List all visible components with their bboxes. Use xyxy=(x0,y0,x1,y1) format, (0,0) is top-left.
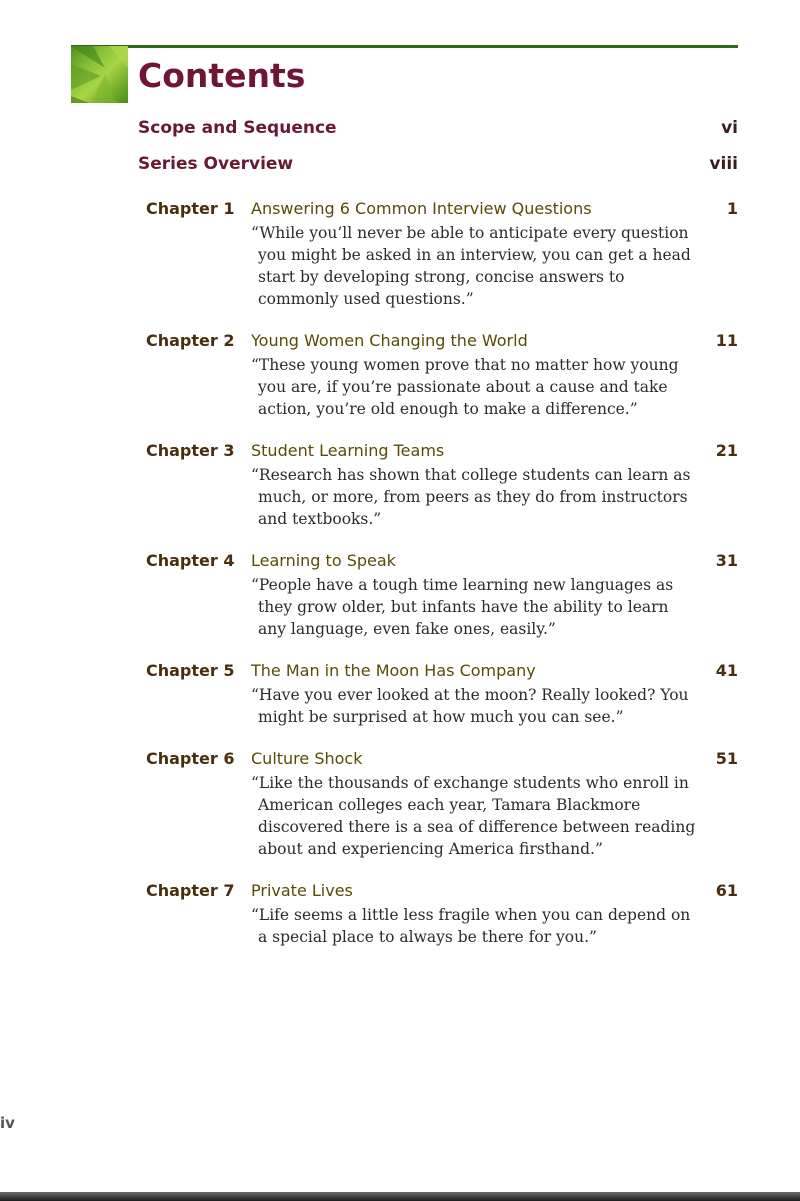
toc-entry-label: Scope and Sequence xyxy=(138,118,337,138)
chapter-label: Chapter 5 xyxy=(146,661,235,680)
green-leaf-square-icon xyxy=(71,46,128,103)
chapter-quote: “These young women prove that no matter how young you are, if you’re passionate about a cause and take action, you’re old enough to make a difference.” xyxy=(251,356,679,418)
toc-chapter-4[interactable] xyxy=(146,551,738,640)
chapter-label: Chapter 3 xyxy=(146,441,235,460)
chapter-title: Private Lives xyxy=(251,881,353,900)
chapter-quote: “Have you ever looked at the moon? Really looked? You might be surprised at how much you can see.” xyxy=(251,686,689,726)
chapter-quote: “While you’ll never be able to anticipate every question you might be asked in an interview, you can get a head start by developing strong, concise answers to commonly used questions.” xyxy=(251,224,691,308)
toc-chapter-7[interactable] xyxy=(146,881,738,948)
toc-entry-page: viii xyxy=(709,154,738,174)
page-number: iv xyxy=(0,1114,15,1132)
toc-chapter-2[interactable] xyxy=(146,331,738,420)
chapter-page: 21 xyxy=(715,441,738,460)
toc-chapter-1[interactable] xyxy=(146,199,738,310)
chapter-page: 61 xyxy=(715,881,738,900)
chapter-label: Chapter 6 xyxy=(146,749,235,768)
page-title: Contents xyxy=(138,56,306,95)
header-rule xyxy=(71,45,738,48)
toc-chapter-5[interactable] xyxy=(146,661,738,728)
toc-entry-series-overview[interactable] xyxy=(138,154,738,174)
toc-entry-page: vi xyxy=(721,118,738,138)
chapter-label: Chapter 1 xyxy=(146,199,235,218)
toc-entry-label: Series Overview xyxy=(138,154,294,174)
chapter-quote: “People have a tough time learning new languages as they grow older, but infants have the ability to learn any language, even fake ones, easily.” xyxy=(251,576,674,638)
chapter-quote: “Life seems a little less fragile when you can depend on a special place to always be there for you.” xyxy=(251,906,691,946)
chapter-title: Student Learning Teams xyxy=(251,441,445,460)
chapter-quote: “Research has shown that college students can learn as much, or more, from peers as they do from instructors and textbooks.” xyxy=(251,466,691,528)
toc-entry-scope-and-sequence[interactable] xyxy=(138,118,738,138)
chapter-page: 41 xyxy=(715,661,738,680)
chapter-label: Chapter 4 xyxy=(146,551,235,570)
chapter-label: Chapter 2 xyxy=(146,331,235,350)
chapter-page: 51 xyxy=(715,749,738,768)
chapter-title: Answering 6 Common Interview Questions xyxy=(251,199,592,218)
bottom-edge-bar xyxy=(0,1192,800,1201)
chapter-page: 1 xyxy=(726,199,738,218)
toc-chapter-3[interactable] xyxy=(146,441,738,530)
chapter-title: Young Women Changing the World xyxy=(251,331,528,350)
chapter-title: Culture Shock xyxy=(251,749,363,768)
chapter-quote: “Like the thousands of exchange students who enroll in American colleges each year, Tamara Blackmore discovered there is a sea of difference between reading about and experiencing America firsthand.” xyxy=(251,774,696,858)
chapter-page: 31 xyxy=(715,551,738,570)
toc-chapter-6[interactable] xyxy=(146,749,738,860)
chapter-title: Learning to Speak xyxy=(251,551,396,570)
chapter-label: Chapter 7 xyxy=(146,881,235,900)
chapter-page: 11 xyxy=(715,331,738,350)
chapter-title: The Man in the Moon Has Company xyxy=(251,661,536,680)
